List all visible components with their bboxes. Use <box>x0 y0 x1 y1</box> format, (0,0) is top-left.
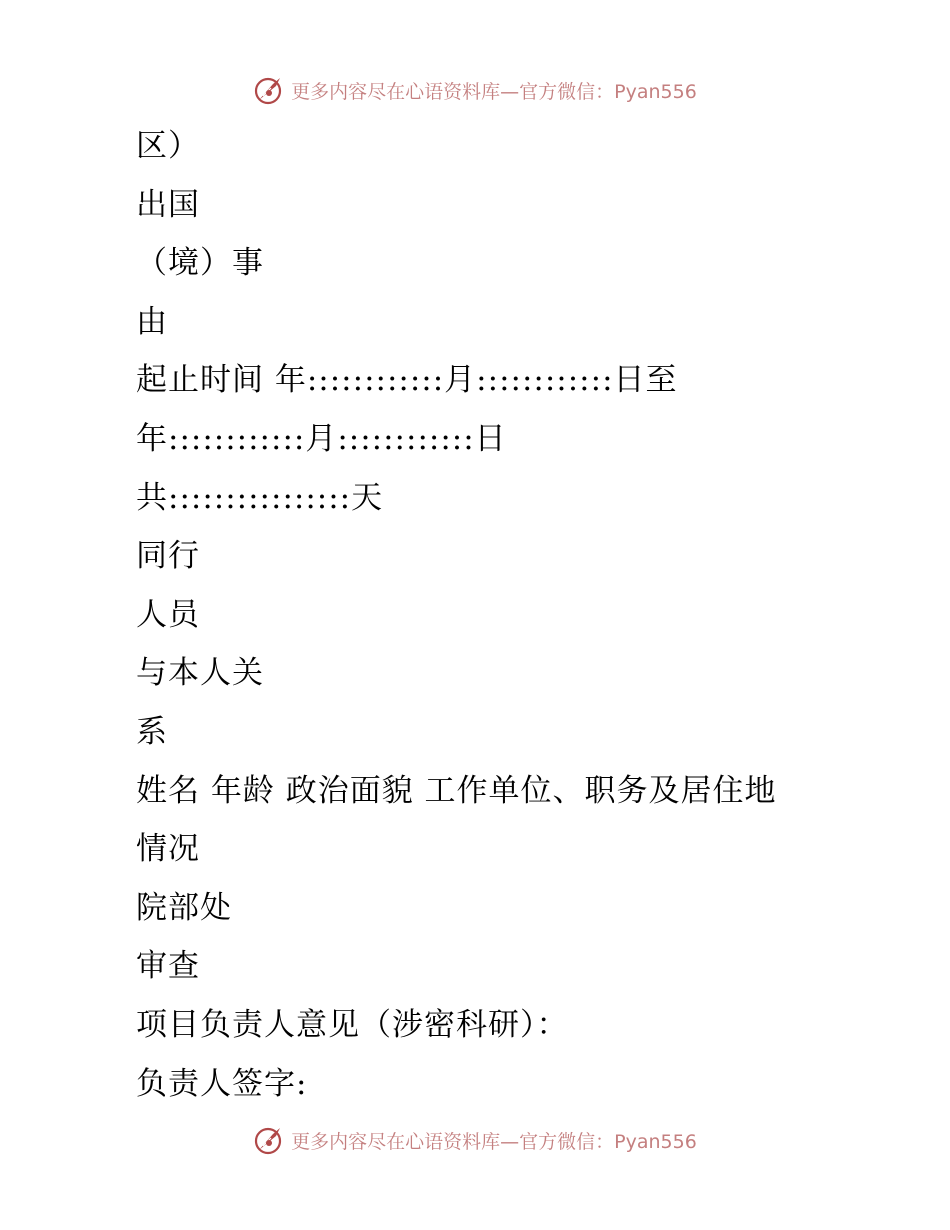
text-line: 院部处 <box>136 889 232 926</box>
text-line: 情况 <box>136 831 200 868</box>
text-line: 年::::::::::::月::::::::::::日 <box>136 420 507 457</box>
document-body <box>136 117 856 1113</box>
header-watermark-banner <box>0 70 950 110</box>
text-line: 系 <box>136 713 168 750</box>
text-line: 项目负责人意见（涉密科研）： <box>136 1006 569 1043</box>
text-line: （境）事 <box>136 245 264 282</box>
quill-pen-seal-icon <box>253 1124 285 1156</box>
text-line: 同行 <box>136 538 200 575</box>
text-line: 共::::::::::::::::天 <box>136 479 384 516</box>
text-line: 区） <box>136 128 200 164</box>
text-line: 人员 <box>136 596 200 633</box>
footer-watermark-text: 更多内容尽在心语资料库—官方微信：Pyan556 <box>291 1130 697 1153</box>
text-line: 由 <box>136 303 168 340</box>
text-line: 与本人关 <box>136 655 264 692</box>
text-line: 审查 <box>136 948 200 985</box>
footer-watermark-banner <box>0 1120 950 1160</box>
text-line: 出国 <box>136 186 200 223</box>
header-watermark-text: 更多内容尽在心语资料库—官方微信：Pyan556 <box>291 80 697 103</box>
text-line: 起止时间 年::::::::::::月::::::::::::日至 <box>136 362 678 399</box>
text-line: 负责人签字: <box>136 1065 308 1102</box>
quill-pen-seal-icon <box>253 74 285 106</box>
text-line: 姓名 年龄 政治面貌 工作单位、职务及居住地 <box>136 772 777 809</box>
